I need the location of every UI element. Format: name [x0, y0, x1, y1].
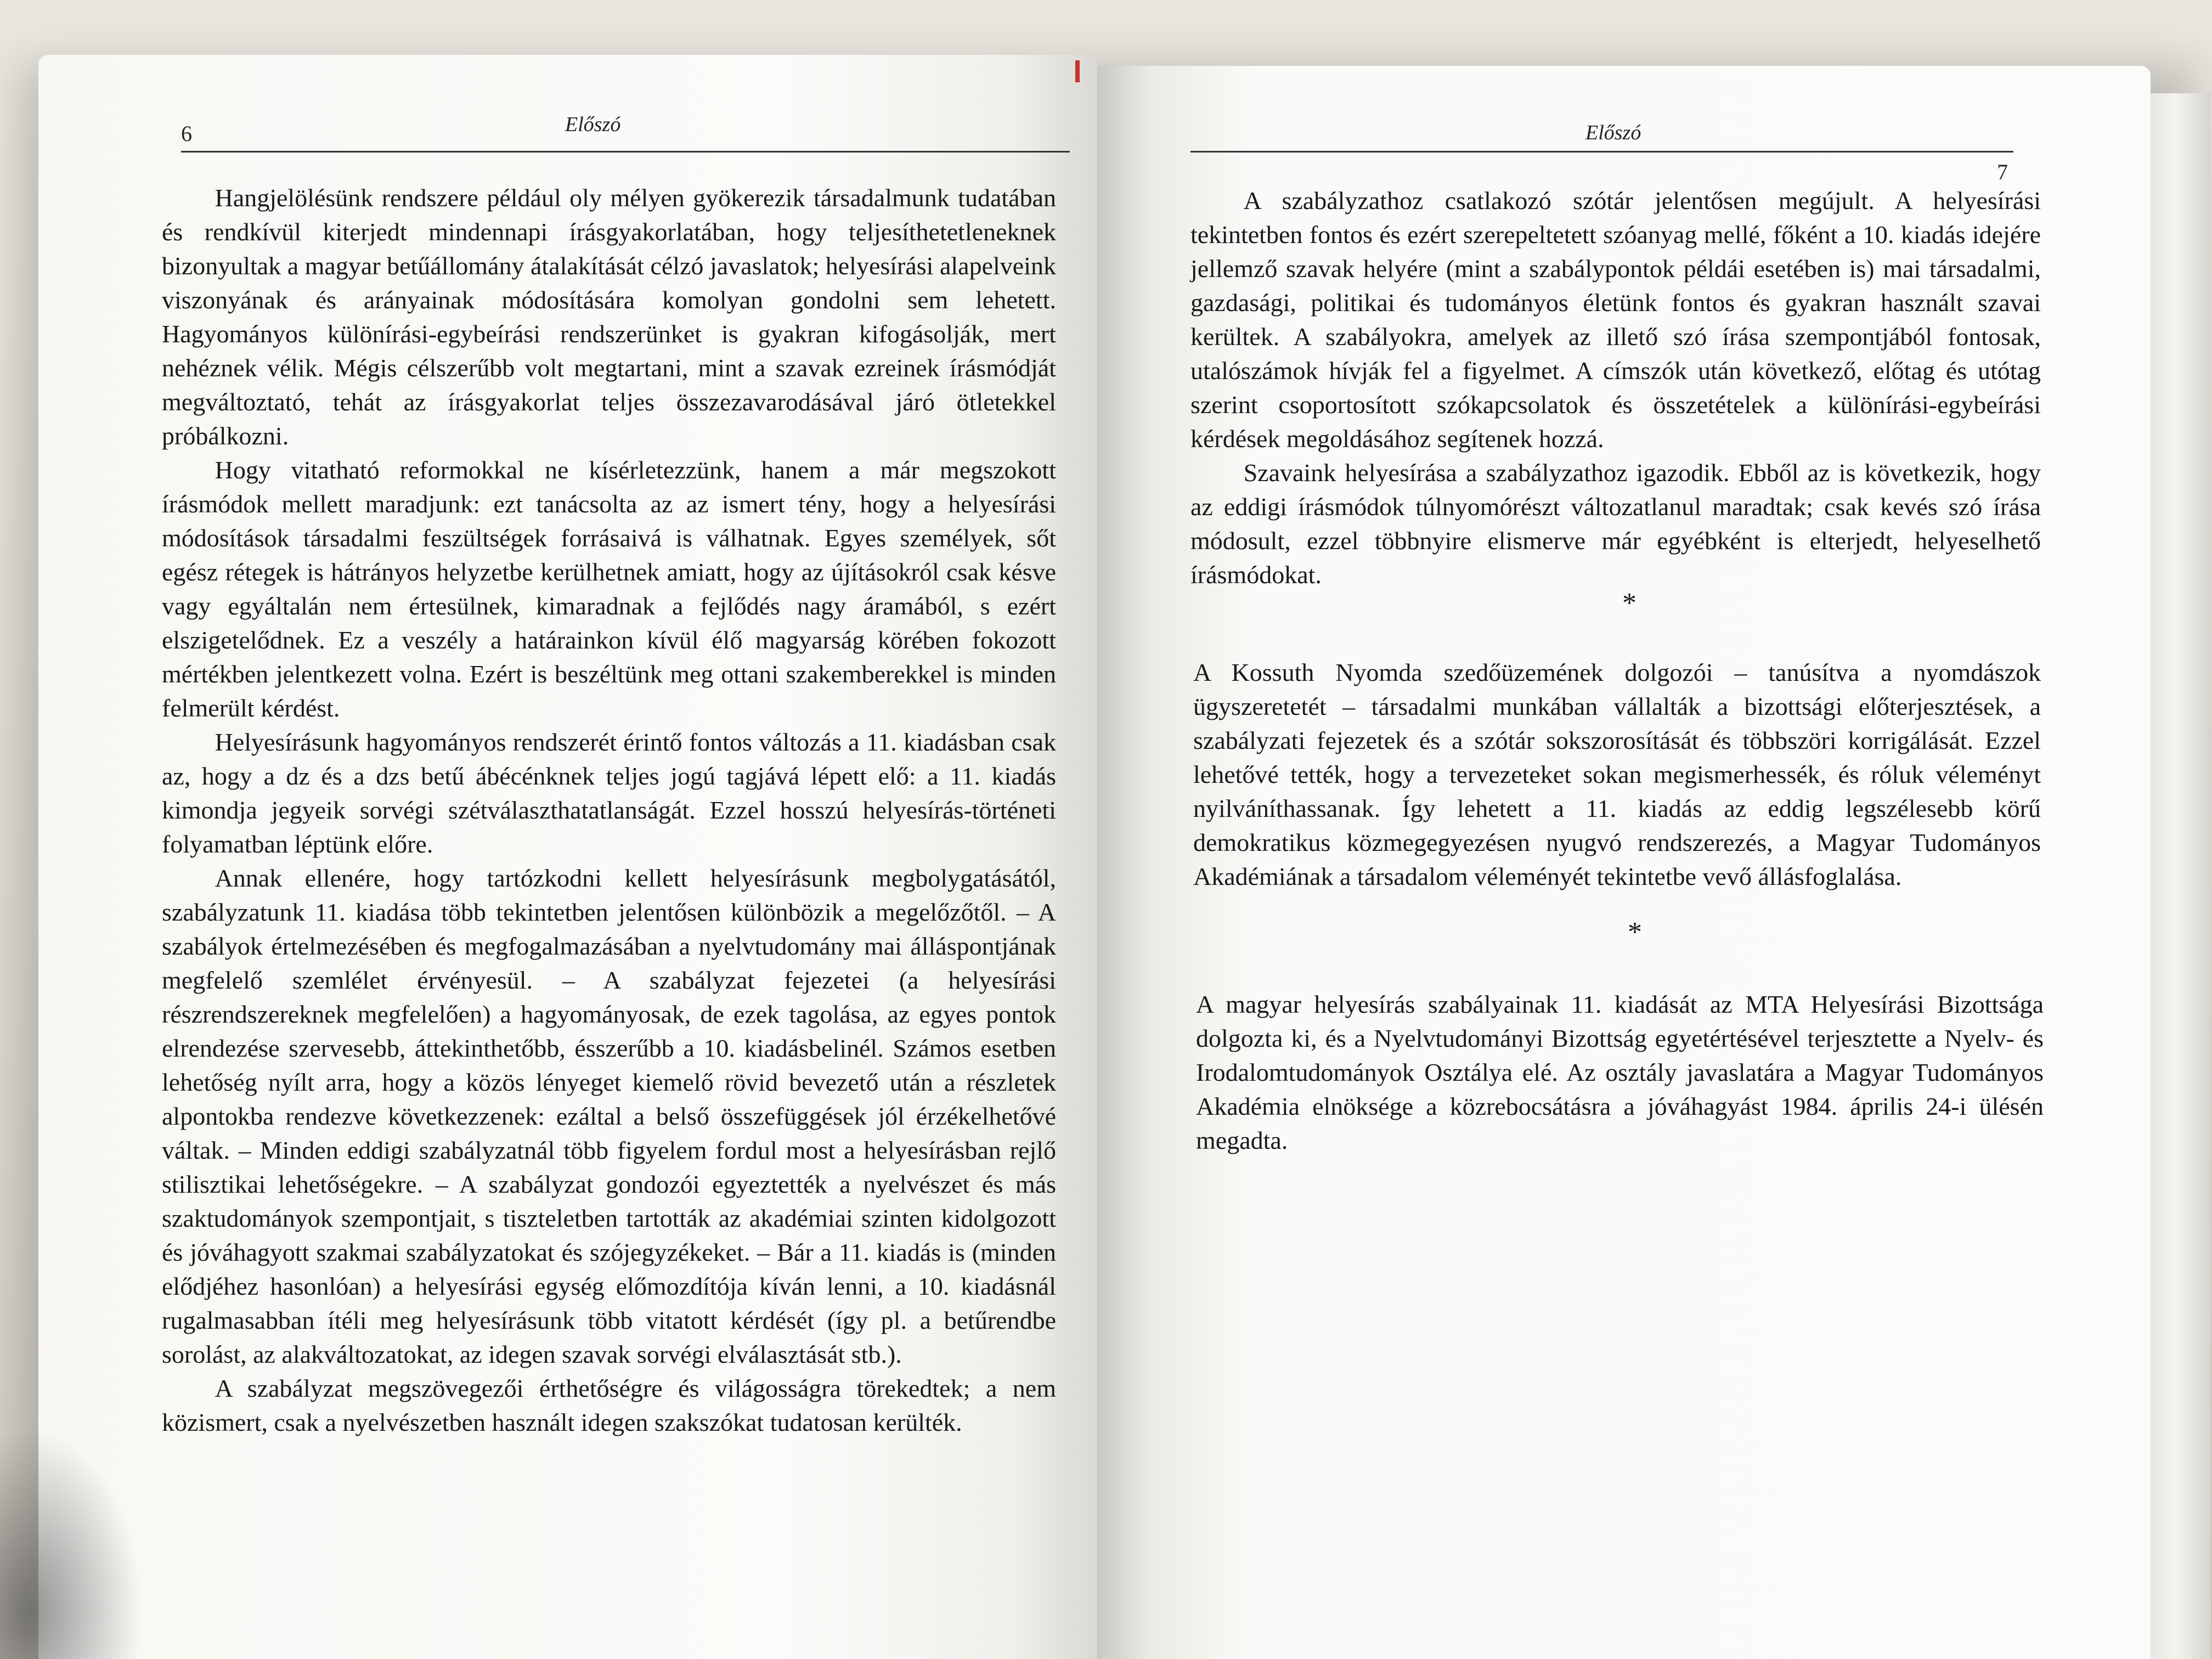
- book-page-edges: [2151, 93, 2211, 1659]
- right-body-bottom: [1196, 988, 2044, 1158]
- finger-shadow: [0, 1426, 143, 1659]
- right-body-middle: [1193, 656, 2041, 894]
- left-body-text: [162, 181, 1056, 1440]
- section-separator-2: *: [1628, 917, 1642, 948]
- left-header-rule: [181, 151, 1070, 153]
- left-page: [38, 55, 1097, 1659]
- right-paragraph-4: A magyar helyesírás szabályainak 11. kiadását az MTA Helyesírási Bizottsága dolgozta ki, és a Nyelvtudományi Bizottság egyetértésével terjesztette a Nyelv- és Irodalomtudományok Osztálya elé. Az osztály javaslatára a Magyar Tudományos Akadémia elnöksége a közrebocsátásra a jóváhagyást 1984. április 24-i ülésén megadta.: [1196, 990, 2044, 1154]
- right-paragraph-3: A Kossuth Nyomda szedőüzemének dolgozói – tanúsítva a nyomdászok ügyszeretetét – társadalmi munkában vállalták a bizottsági előterjesztések, a szabályzati fejezetek és a szótár sokszorosítását és többszöri korrigálását. Ezzel lehetővé tették, hogy a tervezeteket sokan megismerhessék, és róluk véleményt nyilváníthassanak. Így lehetett a 11. kiadás az eddig legszélesebb körű demokratikus közmegegyezésen nyugvó rendszerezés, a Magyar Tudományos Akadémiának a társadalom véleményét tekintetbe vevő állásfoglalása.: [1193, 658, 2041, 890]
- right-header-rule: [1190, 151, 2013, 153]
- left-paragraph-3: Helyesírásunk hagyományos rendszerét érintő fontos változás a 11. kiadásban csak az, hogy a dz és a dzs betű ábécénknek teljes jogú tagjává lépett elő: a 11. kiadás kimondja jegyeik sorvégi szétválaszthatatlanságát. Ezzel hosszú helyesírás-történeti folyamatban léptünk előre.: [162, 728, 1056, 858]
- book-spine-accent: [1075, 60, 1080, 82]
- left-page-number: 6: [181, 121, 192, 146]
- left-running-header: Előszó: [565, 113, 621, 136]
- left-paragraph-1: Hangjelölésünk rendszere például oly mélyen gyökerezik társadalmunk tudatában és rendkívül kiterjedt mindennapi írásgyakorlatában, hogy teljesíthetetleneknek bizonyultak a magyar betűállomány átalakítását célzó javaslatok; helyesírási alapelveink viszonyának és arányainak módosítására komolyan gondolni sem lehetett. Hagyományos különírási-egybeírási rendszerünket is gyakran kifogásolják, mert nehéznek vélik. Mégis célszerűbb volt megtartani, mint a szavak ezreinek írásmódját megváltoztató, tehát az írásgyakorlat teljes összezavarodásával járó ötletekkel próbálkozni.: [162, 184, 1056, 450]
- section-separator-1: *: [1622, 588, 1637, 619]
- left-paragraph-5: A szabályzat megszövegezői érthetőségre és világosságra törekedtek; a nem közismert, csak a nyelvészetben használt idegen szakszókat tudatosan kerülték.: [162, 1374, 1056, 1436]
- left-paragraph-4: Annak ellenére, hogy tartózkodni kellett helyesírásunk megbolygatásától, szabályzatunk 11. kiadása több tekintetben jelentősen különbözik a megelőzőtől. – A szabályok értelmezésében és megfogalmazásában a nyelvtudomány mai álláspontjának megfelelő szemlélet érvényesül. – A szabályzat fejezetei (a helyesírási részrendszereknek megfelelően) a hagyományosak, de ezek tagolása, az egyes pontok elrendezése szervesebb, áttekinthetőbb, ésszerűbb a 10. kiadásbelinél. Számos esetben lehetőség nyílt arra, hogy a közös lényeget kiemelő rövid bevezető után a részletek alpontokba rendezve következzenek: ezáltal a belső összefüggések jól érzékelhetővé váltak. – Minden eddigi szabályzatnál több figyelem fordul most a helyesírásban rejlő stilisztikai lehetőségekre. – A szabályzat gondozói egyeztették a nyelvészet és más szaktudományok szempontjait, s tiszteletben tartották az akadémiai szinten kidolgozott és jóváhagyott szakmai szabályzatokat és szójegyzékeket. – Bár a 11. kiadás is (minden elődjéhez hasonlóan) a helyesírási egység előmozdítója kíván lenni, a 10. kiadásnál rugalmasabban ítéli meg helyesírásunk több vitatott kérdését (így pl. a betűrendbe sorolást, az alakváltozatokat, az idegen szavak sorvégi elválasztását stb.).: [162, 864, 1056, 1368]
- right-page: [1097, 66, 2151, 1659]
- left-paragraph-2: Hogy vitatható reformokkal ne kísérletezzünk, hanem a már megszokott írásmódok mellett maradjunk: ezt tanácsolta az az ismert tény, hogy a helyesírási módosítások társadalmi feszültségek forrásaivá is válhatnak. Egyes személyek, sőt egész rétegek is hátrányos helyzetbe kerülhetnek amiatt, hogy az újításokról csak késve vagy egyáltalán nem értesülnek, kimaradnak a fejlődés nagy áramából, s ezért elszigetelődnek. Ez a veszély a határainkon kívül élő magyarság körében fokozott mértékben jelentkezett volna. Ezért is beszéltünk meg ottani szakemberekkel is minden felmerült kérdést.: [162, 456, 1056, 722]
- right-body-top: [1190, 184, 2041, 592]
- right-page-number: 7: [1997, 160, 2008, 184]
- right-running-header: Előszó: [1585, 121, 1641, 144]
- right-paragraph-1: A szabályzathoz csatlakozó szótár jelentősen megújult. A helyesírási tekintetben fontos és ezért szerepeltetett szóanyag mellé, főként a 10. kiadás idejére jellemző szavak helyére (mint a szabálypontok példái esetében is) mai társadalmi, gazdasági, politikai és tudományos életünk fontos és gyakran használt szavai kerültek. A szabályokra, amelyek az illető szó írása szempontjából fontosak, utalószámok hívják fel a figyelmet. A címszók után következő, előtag és utótag szerint csoportosított szókapcsolatok és összetételek a különírási-egybeírási kérdések megoldásához segítenek hozzá.: [1190, 187, 2041, 453]
- right-paragraph-2: Szavaink helyesírása a szabályzathoz igazodik. Ebből az is következik, hogy az eddigi írásmódok túlnyomórészt változatlanul maradtak; csak kevés szó írása módosult, ezzel többnyire elismerve már egyébként is elterjedt, helyeselhető írásmódokat.: [1190, 459, 2041, 589]
